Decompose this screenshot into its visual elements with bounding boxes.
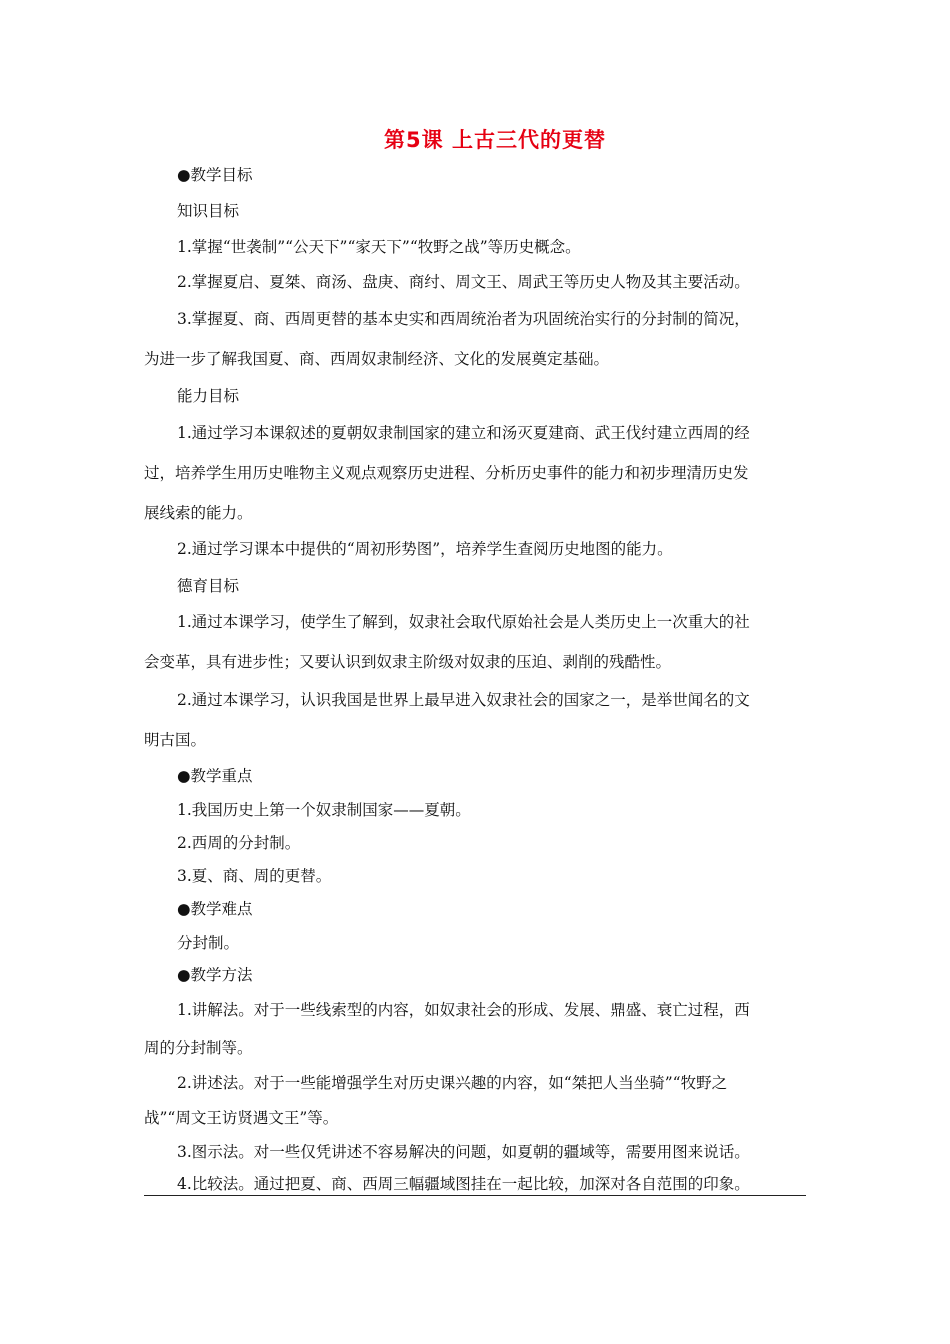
moral-goal-2-line-1: 2.通过本课学习，认识我国是世界上最早进入奴隶社会的国家之一，是举世闻名的文 — [177, 691, 750, 709]
subheading-knowledge-goals: 知识目标 — [177, 202, 240, 220]
method-3: 3.图示法。对一些仅凭讲述不容易解决的问题，如夏朝的疆域等，需要用图来说话。 — [177, 1143, 750, 1161]
section-heading-difficulties: ●教学难点 — [177, 900, 253, 918]
key-point-2: 2.西周的分封制。 — [177, 834, 301, 852]
knowledge-goal-2: 2.掌握夏启、夏桀、商汤、盘庚、商纣、周文王、周武王等历史人物及其主要活动。 — [177, 273, 750, 291]
moral-goal-1-line-2: 会变革，具有进步性；又要认识到奴隶主阶级对奴隶的压迫、剥削的残酷性。 — [144, 653, 672, 671]
method-2-line-1: 2.讲述法。对于一些能增强学生对历史课兴趣的内容，如“桀把人当坐骑”“牧野之 — [177, 1074, 728, 1092]
method-1-line-1: 1.讲解法。对于一些线索型的内容，如奴隶社会的形成、发展、鼎盛、衰亡过程，西 — [177, 1001, 750, 1019]
difficulty-1: 分封制。 — [177, 934, 240, 952]
ability-goal-1-line-2: 过，培养学生用历史唯物主义观点观察历史进程、分析历史事件的能力和初步理清历史发 — [144, 464, 749, 482]
method-2-line-2: 战”“周文王访贤遇文王”等。 — [144, 1109, 339, 1127]
method-4: 4.比较法。通过把夏、商、西周三幅疆域图挂在一起比较，加深对各自范围的印象。 — [177, 1175, 750, 1193]
section-heading-methods: ●教学方法 — [177, 966, 253, 984]
ability-goal-2: 2.通过学习课本中提供的“周初形势图”，培养学生查阅历史地图的能力。 — [177, 540, 673, 558]
section-heading-key-points: ●教学重点 — [177, 767, 253, 785]
ability-goal-1-line-3: 展线索的能力。 — [144, 504, 253, 522]
knowledge-goal-1: 1.掌握“世袭制”“公天下”“家天下”“牧野之战”等历史概念。 — [177, 238, 581, 256]
subheading-ability-goals: 能力目标 — [177, 387, 240, 405]
bottom-divider — [144, 1195, 806, 1196]
key-point-1: 1.我国历史上第一个奴隶制国家——夏朝。 — [177, 801, 471, 819]
moral-goal-1-line-1: 1.通过本课学习，使学生了解到，奴隶社会取代原始社会是人类历史上一次重大的社 — [177, 613, 750, 631]
method-1-line-2: 周的分封制等。 — [144, 1039, 253, 1057]
ability-goal-1-line-1: 1.通过学习本课叙述的夏朝奴隶制国家的建立和汤灭夏建商、武王伐纣建立西周的经 — [177, 424, 750, 442]
subheading-moral-goals: 德育目标 — [177, 577, 240, 595]
lesson-title: 第5课 上古三代的更替 — [384, 128, 606, 152]
moral-goal-2-line-2: 明古国。 — [144, 731, 207, 749]
section-heading-teaching-goals: ●教学目标 — [177, 166, 253, 184]
knowledge-goal-3-line-2: 为进一步了解我国夏、商、西周奴隶制经济、文化的发展奠定基础。 — [144, 350, 610, 368]
key-point-3: 3.夏、商、周的更替。 — [177, 867, 332, 885]
knowledge-goal-3-line-1: 3.掌握夏、商、西周更替的基本史实和西周统治者为巩固统治实行的分封制的简况， — [177, 310, 750, 328]
